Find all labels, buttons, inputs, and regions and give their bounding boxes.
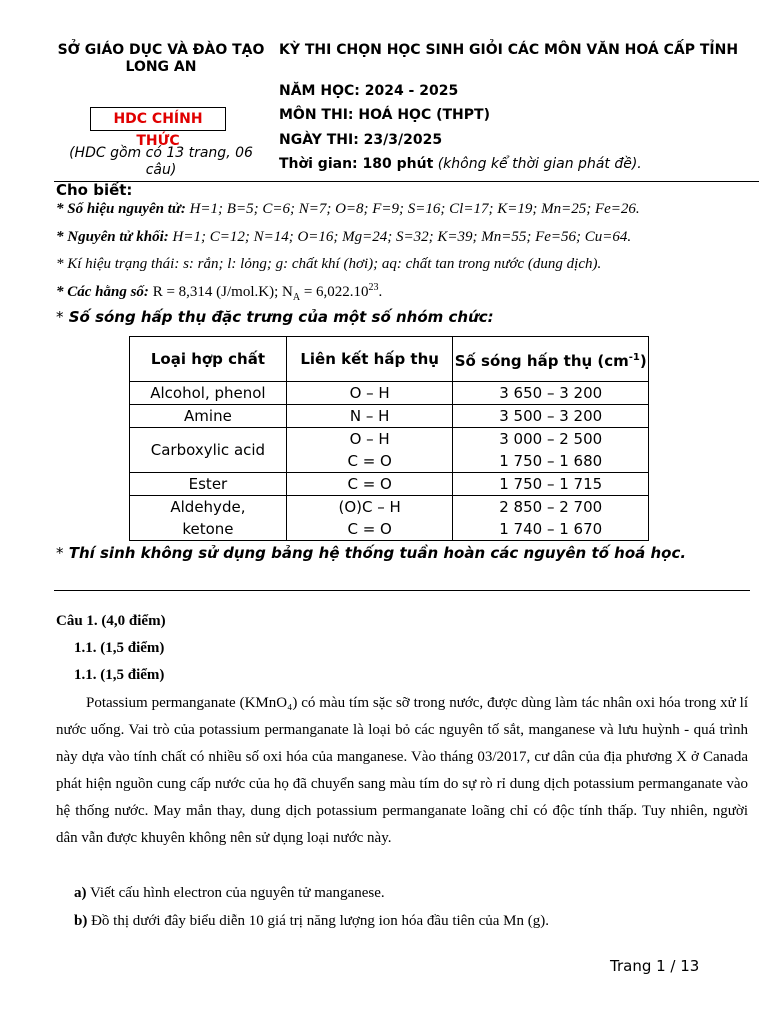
ir-absorption-table <box>129 336 649 541</box>
header-divider <box>54 181 759 182</box>
note-text: Thí sinh không sử dụng bảng hệ thống tuần hoàn các nguyên tố hoá học. <box>68 544 687 562</box>
item-b-text: Đồ thị dưới đây biểu diễn 10 giá trị năng lượng ion hóa đầu tiên của Mn (g). <box>87 913 549 929</box>
range-line: 2 850 – 2 700 <box>499 498 603 516</box>
exam-subject: MÔN THI: HOÁ HỌC (THPT) <box>279 107 490 123</box>
constants-na: = 6,022.10 <box>300 284 369 300</box>
state-symbols-values: s: rắn; l: lỏng; g: chất khí (hơi); aq: chất tan trong nước (dung dịch). <box>183 256 602 272</box>
question-title: Câu 1. (4,0 điểm) <box>56 613 166 629</box>
range-line: 1 740 – 1 670 <box>499 520 603 538</box>
cell-compound: Aldehyde, ketone <box>130 496 287 541</box>
item-a <box>74 885 385 902</box>
atomic-numbers <box>56 201 640 218</box>
cell-compound: Carboxylic acid <box>130 428 287 473</box>
page-count-note: (HDC gồm có 13 trang, 06 câu) <box>69 145 253 178</box>
constants-sup: 23 <box>368 282 379 293</box>
cell-bond: O – H <box>286 382 453 405</box>
cell-range <box>453 496 649 541</box>
bond-line: O – H <box>349 430 390 448</box>
school-year: NĂM HỌC: 2024 - 2025 <box>279 83 459 99</box>
cell-bond: C = O <box>286 473 453 496</box>
range-line: 1 750 – 1 680 <box>499 452 603 470</box>
constants <box>56 282 382 303</box>
cell-compound: Amine <box>130 405 287 428</box>
cell-compound: Alcohol, phenol <box>130 382 287 405</box>
item-a-text: Viết cấu hình electron của nguyên tử manganese. <box>86 885 385 901</box>
table-header-row <box>130 337 649 382</box>
duration-label: Thời gian: 180 phút <box>279 156 434 172</box>
table-row <box>130 405 649 428</box>
item-b-label: b) <box>74 913 88 929</box>
constants-sub: A <box>292 292 301 303</box>
header-compound: Loại hợp chất <box>130 337 287 382</box>
exam-date: NGÀY THI: 23/3/2025 <box>279 132 443 148</box>
ir-title-text: Số sóng hấp thụ đặc trưng của một số nhóm chức: <box>68 308 494 326</box>
atomic-numbers-label: * Số hiệu nguyên tử: <box>56 201 186 217</box>
state-symbols <box>56 256 601 273</box>
subquestion-heading: 1.1. (1,5 điểm) <box>74 640 165 656</box>
range-line: 3 000 – 2 500 <box>499 430 603 448</box>
atomic-masses-label: * Nguyên tử khối: <box>56 229 169 245</box>
given-title: Cho biết: <box>56 181 133 199</box>
exam-duration <box>279 156 642 172</box>
header-bond: Liên kết hấp thụ <box>286 337 453 382</box>
constants-end: . <box>378 284 383 300</box>
cell-range: 1 750 – 1 715 <box>453 473 649 496</box>
ir-table-title <box>56 308 494 326</box>
cell-range: 3 500 – 3 200 <box>453 405 649 428</box>
bond-line: (O)C – H <box>338 498 401 516</box>
department-line-2: LONG AN <box>125 59 197 75</box>
atomic-masses-values: H=1; C=12; N=14; O=16; Mg=24; S=32; K=39; Mn=55; Fe=56; Cu=64. <box>172 229 632 245</box>
table-row <box>130 428 649 473</box>
official-badge: HDC CHÍNH THỨC <box>90 107 226 131</box>
item-a-label: a) <box>74 885 87 901</box>
department-line-1: SỞ GIÁO DỤC VÀ ĐÀO TẠO <box>57 42 265 58</box>
bond-line: C = O <box>347 520 392 538</box>
note-star: * <box>56 544 64 562</box>
subquestion-heading: 1.1. (1,5 điểm) <box>74 667 165 683</box>
periodic-table-note <box>56 540 736 566</box>
item-b <box>74 913 549 930</box>
department-name <box>56 42 266 76</box>
cell-bond: N – H <box>286 405 453 428</box>
constants-r: R = 8,314 (J/mol.K); N <box>152 284 293 300</box>
header-wavenumber-text: Số sóng hấp thụ (cm <box>454 351 629 370</box>
constants-label: * Các hằng số: <box>56 284 149 300</box>
header-wavenumber-close: ) <box>639 351 647 370</box>
cell-bond <box>286 428 453 473</box>
table-row <box>130 496 649 541</box>
bond-line: C = O <box>347 452 392 470</box>
table-row <box>130 382 649 405</box>
atomic-numbers-values: H=1; B=5; C=6; N=7; O=8; F=9; S=16; Cl=17; K=19; Mn=25; Fe=26. <box>189 201 640 217</box>
state-symbols-label: * Kí hiệu trạng thái: <box>56 256 180 272</box>
ir-title-star: * <box>56 308 64 326</box>
cell-range: 3 650 – 3 200 <box>453 382 649 405</box>
page-number: Trang 1 / 13 <box>610 957 700 975</box>
cell-bond <box>286 496 453 541</box>
exam-title: KỲ THI CHỌN HỌC SINH GIỎI CÁC MÔN VĂN HOÁ CẤP TỈNH <box>279 42 739 58</box>
header-wavenumber <box>453 337 649 382</box>
atomic-masses <box>56 229 631 246</box>
table-row <box>130 473 649 496</box>
duration-note: (không kể thời gian phát đề). <box>437 156 642 172</box>
cell-range <box>453 428 649 473</box>
note-divider <box>54 590 750 591</box>
cell-compound: Ester <box>130 473 287 496</box>
question-paragraph: Potassium permanganate (KMnO₄) có màu tím sặc sỡ trong nước, được dùng làm tác nhân oxi hóa trong xử lí nước uống. Vai trò của potassium permanganate là loại bỏ các nguyên tố sắt, manganese và lưu huỳnh - quá trình này dựa vào tính chất có nhiều số oxi hóa của manganese. Vào tháng 03/2017, cư dân của địa phương X ở Canada phát hiện nguồn cung cấp nước của họ đã chuyển sang màu tím do sự rò rỉ dung dịch potassium permanganate vào hệ thống nước. May mắn thay, dung dịch potassium permanganate loãng chỉ có độc tính thấp. Tuy nhiên, người dân vẫn được khuyên không nên sử dụng loại nước này. <box>56 695 748 846</box>
header-wavenumber-sup: -1 <box>628 351 640 363</box>
